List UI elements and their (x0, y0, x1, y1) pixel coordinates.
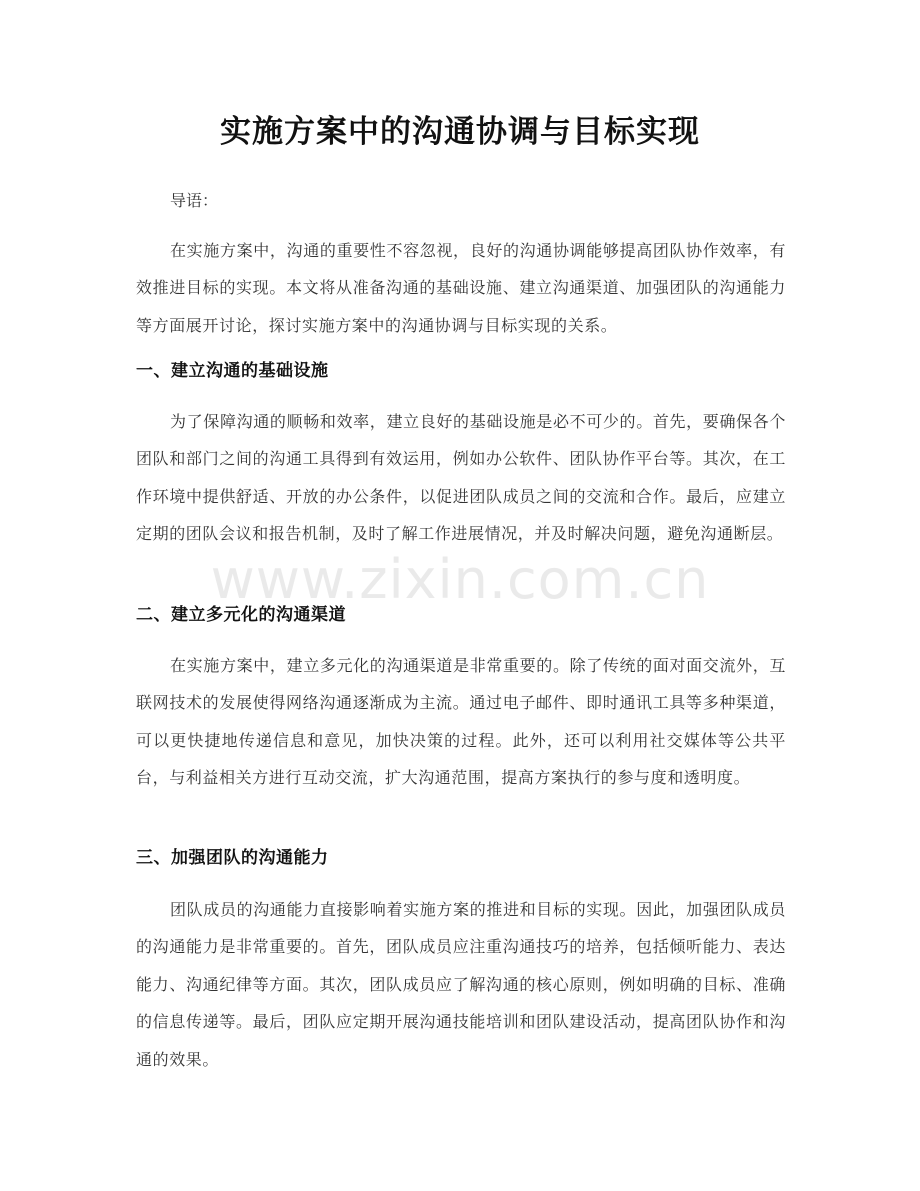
section-heading-2: 二、建立多元化的沟通渠道 (136, 605, 346, 625)
section-body-1: 为了保障沟通的顺畅和效率，建立良好的基础设施是必不可少的。首先，要确保各个团队和部门之间的沟通工具得到有效运用，例如办公软件、团队协作平台等。其次，在工作环境中提供舒适、开放的办公条件，以促进团队成员之间的交流和合作。最后，应建立定期的团队会议和报告机制，及时了解工作进展情况，并及时解决问题，避免沟通断层。 (136, 412, 786, 544)
section-body-3: 团队成员的沟通能力直接影响着实施方案的推进和目标的实现。因此，加强团队成员的沟通能力是非常重要的。首先，团队成员应注重沟通技巧的培养，包括倾听能力、表达能力、沟通纪律等方面。其次，团队成员应了解沟通的核心原则，例如明确的目标、准确的信息传递等。最后，团队应定期开展沟通技能培训和团队建设活动，提高团队协作和沟通的效果。 (136, 900, 786, 1069)
lead-label: 导语： (170, 191, 219, 210)
intro-paragraph: 在实施方案中，沟通的重要性不容忽视，良好的沟通协调能够提高团队协作效率，有效推进目标的实现。本文将从准备沟通的基础设施、建立沟通渠道、加强团队的沟通能力等方面展开讨论，探讨实施方案中的沟通协调与目标实现的关系。 (136, 241, 786, 335)
section-heading-1: 一、建立沟通的基础设施 (136, 361, 329, 381)
document-title: 实施方案中的沟通协调与目标实现 (220, 114, 700, 150)
watermark-text: www.zixin.com.cn (210, 548, 710, 611)
section-heading-3: 三、加强团队的沟通能力 (136, 848, 329, 868)
section-body-2: 在实施方案中，建立多元化的沟通渠道是非常重要的。除了传统的面对面交流外，互联网技术的发展使得网络沟通逐渐成为主流。通过电子邮件、即时通讯工具等多种渠道，可以更快捷地传递信息和意见，加快决策的过程。此外，还可以利用社交媒体等公共平台，与利益相关方进行互动交流，扩大沟通范围，提高方案执行的参与度和透明度。 (136, 656, 786, 788)
